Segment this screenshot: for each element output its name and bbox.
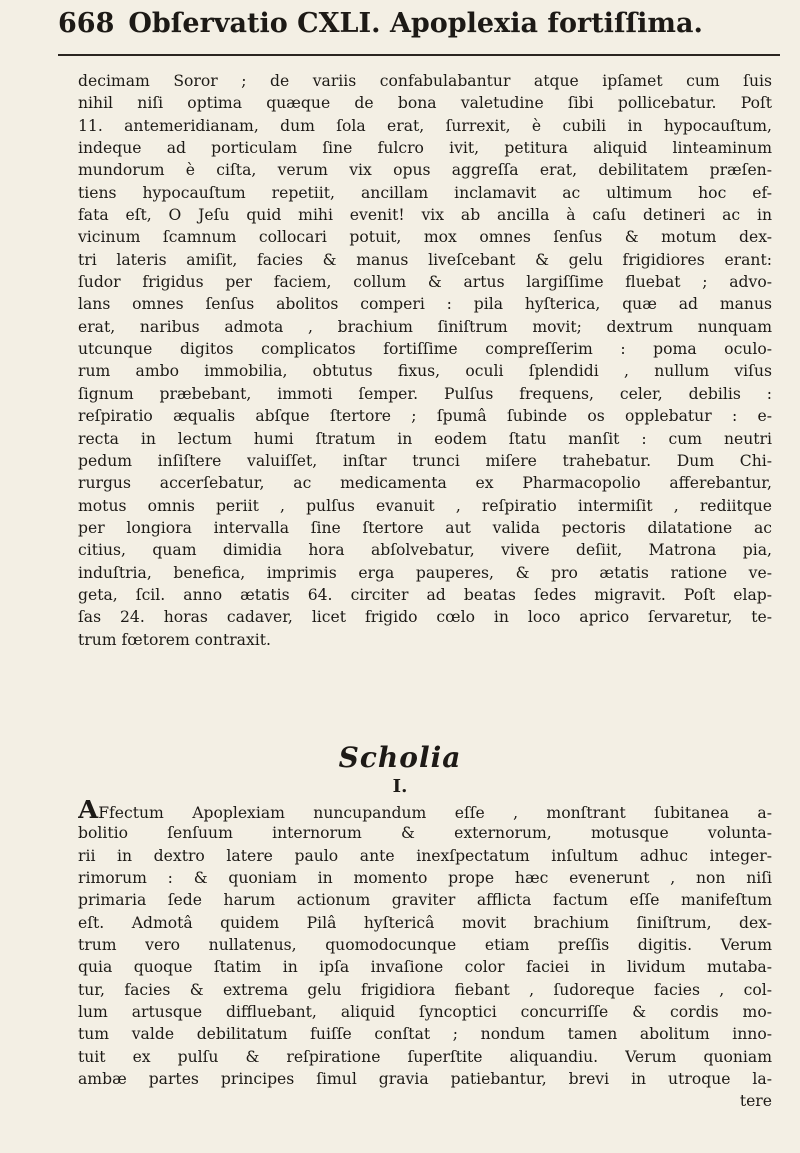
text-line: erat, naribus admota , brachium ſiniſtrum movit; dextrum nunquam [78, 317, 772, 336]
text-line: 11. antemeridianam, dum ſola erat, ſurrexit, è cubili in hypocauſtum, [78, 116, 772, 135]
text-line-content: Ffectum Apoplexiam nuncupandum eſſe , monſtrant ſubitanea a- [98, 804, 772, 822]
text-line [78, 800, 772, 822]
text-line: vicinum ſcamnum collocari potuit, mox omnes ſenſus & motum dex- [78, 228, 772, 247]
page-number: 668 [58, 8, 115, 39]
text-line: bolitio ſenſuum internorum & externorum, motusque volunta- [78, 824, 772, 843]
text-line: decimam Soror ; de variis confabulabantur atque ipſamet cum ſuis [78, 72, 772, 90]
text-line: ambæ partes principes ſimul gravia patiebantur, brevi in utroque la- [78, 1070, 772, 1089]
header-rule [58, 54, 780, 56]
text-line: indeque ad porticulam ſine fulcro ivit, petitura aliquid linteaminum [78, 139, 772, 158]
text-line: nihil niſi optima quæque de bona valetudine ſibi pollicebatur. Poſt [78, 94, 772, 113]
text-line: trum vero nullatenus, quomodocunque etiam preſſis digitis. Verum [78, 936, 772, 955]
section-number: I. [392, 776, 408, 797]
drop-cap: A [78, 800, 99, 823]
running-header [58, 8, 778, 52]
running-title: Obſervatio CXLI. Apoplexia fortiſſima. [128, 8, 703, 39]
text-line: geta, ſcil. anno ætatis 64. circiter ad beatas ſedes migravit. Poſt elap- [78, 585, 772, 604]
text-line: tuit ex pulſu & reſpiratione ſuperſtite aliquandiu. Verum quoniam [78, 1047, 772, 1066]
text-line: primaria ſede harum actionum graviter afflicta factum eſſe manifeſtum [78, 891, 772, 910]
text-line: citius, quam dimidia hora abſolvebatur, vivere deſiit, Matrona pia, [78, 541, 772, 560]
text-line: rurgus accerſebatur, ac medicamenta ex Pharmacopolio afferebantur, [78, 474, 772, 493]
text-line: tum valde debilitatum fuiſſe conſtat ; nondum tamen abolitum inno- [78, 1025, 772, 1044]
text-line: recta in lectum humi ſtratum in eodem ſtatu manſit : cum neutri [78, 429, 772, 448]
text-line: tere [739, 1092, 772, 1111]
text-line: motus omnis periit , pulſus evanuit , reſpiratio intermiſit , rediitque [78, 496, 772, 515]
text-line: tiens hypocauſtum repetiit, ancillam inclamavit ac ultimum hoc ef- [78, 183, 772, 202]
text-line: rum ambo immobilia, obtutus fixus, oculi ſplendidi , nullum viſus [78, 362, 772, 381]
text-line: tri lateris amiſit, facies & manus liveſcebant & gelu frigidiores erant: [78, 250, 772, 269]
text-line: per longiora intervalla ſine ſtertore aut valida pectoris dilatatione ac [78, 518, 772, 537]
text-line: ſas 24. horas cadaver, licet frigido cœlo in loco aprico ſervaretur, te- [78, 608, 772, 627]
scholia-text [78, 800, 772, 1113]
text-line: mundorum è ciſta, verum vix opus aggreſſa erat, debilitatem præſen- [78, 161, 772, 180]
observation-text [78, 70, 772, 651]
text-line: utcunque digitos complicatos fortiſſime compreſſerim : poma oculo- [78, 340, 772, 359]
text-line: rimorum : & quoniam in momento prope hæc evenerunt , non niſi [78, 869, 772, 888]
text-line: trum fœtorem contraxit. [78, 630, 271, 649]
section-title: Scholia [338, 741, 462, 774]
text-line: tur, facies & extrema gelu frigidiora fiebant , ſudoreque facies , col- [78, 980, 772, 999]
text-line: eſt. Admotâ quidem Pilâ hyſtericâ movit brachium ſiniſtrum, dex- [78, 913, 772, 932]
text-line: reſpiratio æqualis abſque ſtertore ; ſpumâ ſubinde os opplebatur : e- [78, 407, 772, 426]
text-line: fata eſt, O Jeſu quid mihi evenit! vix ab ancilla à caſu detineri ac in [78, 206, 772, 225]
text-line: pedum inſiſtere valuiſſet, inſtar trunci miſere trahebatur. Dum Chi- [78, 451, 772, 470]
text-line: quia quoque ſtatim in ipſa invaſione color faciei in lividum mutaba- [78, 958, 772, 977]
text-line: induſtria, benefica, imprimis erga pauperes, & pro ætatis ratione ve- [78, 563, 772, 582]
text-line: ſudor frigidus per faciem, collum & artus largiſſime fluebat ; advo- [78, 273, 772, 292]
text-line: ſignum præbebant, immoti ſemper. Pulſus frequens, celer, debilis : [78, 384, 772, 403]
text-line: lum artusque diffluebant, aliquid ſyncoptici concurriſſe & cordis mo- [78, 1003, 772, 1022]
text-line: lans omnes ſenſus abolitos comperi : pila hyſterica, quæ ad manus [78, 295, 772, 314]
text-line: rii in dextro latere paulo ante inexſpectatum inſultum adhuc integer- [78, 846, 772, 865]
